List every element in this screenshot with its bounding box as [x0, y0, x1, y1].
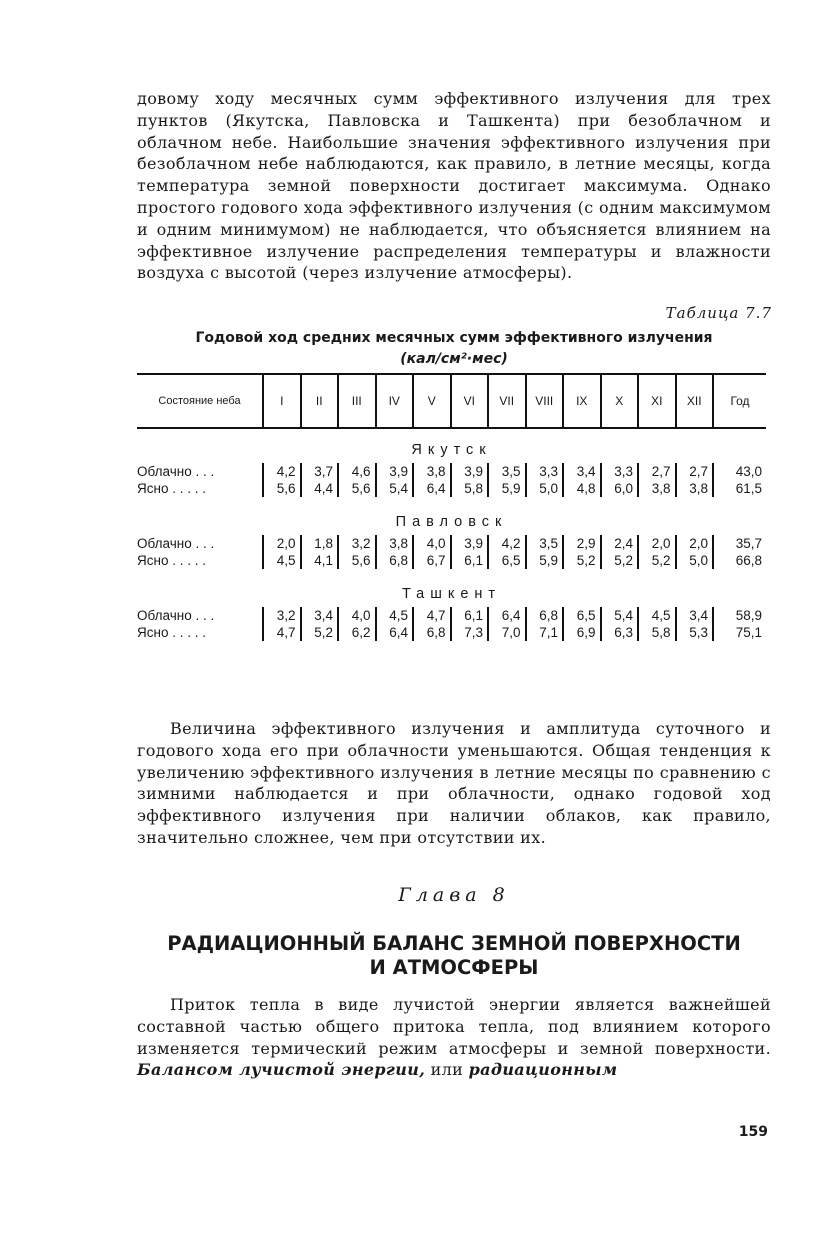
table-cell: 1,8: [301, 535, 339, 552]
table-cell: 3,5: [488, 463, 526, 480]
table-cell: 5,2: [601, 552, 639, 569]
table-row: [137, 607, 766, 624]
table-title-text: Годовой ход средних месячных сумм эффективного излучения: [195, 330, 713, 346]
header-condition: Состояние неба: [137, 374, 263, 428]
chapter-title-line-1: РАДИАЦИОННЫЙ БАЛАНС ЗЕМНОЙ ПОВЕРХНОСТИ: [167, 932, 741, 955]
table-cell: 6,4: [413, 480, 451, 497]
table-cell: 2,7: [676, 463, 714, 480]
chapter-heading: [137, 932, 771, 980]
table-cell: 6,1: [451, 607, 489, 624]
table-cell: 4,7: [263, 624, 301, 641]
table-cell: 3,9: [376, 463, 414, 480]
table-cell: 5,3: [676, 624, 714, 641]
table-cell: 3,5: [526, 535, 564, 552]
station-row: [137, 569, 766, 607]
table-cell: 3,4: [563, 463, 601, 480]
table-row: [137, 463, 766, 480]
header-year: Год: [713, 374, 766, 428]
header-month: IX: [563, 374, 601, 428]
table-cell: 6,5: [563, 607, 601, 624]
table-cell: 5,9: [526, 552, 564, 569]
table-cell: 5,4: [376, 480, 414, 497]
table-cell: 3,8: [376, 535, 414, 552]
chapter-title-line-2: И АТМОСФЕРЫ: [369, 956, 539, 979]
table-cell: 3,8: [413, 463, 451, 480]
table-cell: 6,8: [526, 607, 564, 624]
table-cell: 4,2: [263, 463, 301, 480]
table-cell: 4,1: [301, 552, 339, 569]
table-cell: 6,0: [601, 480, 639, 497]
header-month: XI: [638, 374, 676, 428]
table-cell: 3,8: [638, 480, 676, 497]
station-row: [137, 497, 766, 535]
table-cell: 4,4: [301, 480, 339, 497]
station-name: Ташкент: [401, 586, 502, 602]
final-paragraph-connector: или: [430, 1060, 464, 1080]
table-cell: 6,4: [376, 624, 414, 641]
header-month: VIII: [526, 374, 564, 428]
table-cell: 6,8: [413, 624, 451, 641]
header-month: XII: [676, 374, 714, 428]
table-cell: 6,2: [338, 624, 376, 641]
table-cell: 3,2: [263, 607, 301, 624]
row-condition: Облачно . . .: [137, 464, 215, 479]
header-month: III: [338, 374, 376, 428]
table-cell: 4,5: [376, 607, 414, 624]
table-row: [137, 624, 766, 641]
table-cell: 6,7: [413, 552, 451, 569]
term-radiation-balance: Балансом лучистой энергии,: [137, 1060, 426, 1080]
header-month: I: [263, 374, 301, 428]
table-cell: 5,0: [526, 480, 564, 497]
final-paragraph: [137, 994, 771, 1081]
table-unit: (кал/см²·мес): [400, 351, 508, 367]
table-cell: 6,4: [488, 607, 526, 624]
table-cell: 3,3: [526, 463, 564, 480]
table-cell-year: 75,1: [713, 624, 766, 641]
table-cell: 7,1: [526, 624, 564, 641]
table-cell: 5,2: [638, 552, 676, 569]
row-condition: Ясно . . . . .: [137, 553, 206, 568]
header-month: II: [301, 374, 339, 428]
table-row: [137, 535, 766, 552]
table-cell: 2,0: [676, 535, 714, 552]
intro-paragraph: довому ходу месячных сумм эффективного излучения для трех пунктов (Якутска, Павловска и Ташкента) при безоблачном и облачном небе. Наибольшие значения эффективного излучения при безоблачном небе наблюдаются, как правило, в летние месяцы, когда температура земной поверхности достигает максимума. Однако простого годового хода эффективного излучения (с одним максимумом и одним минимумом) не наблюдается, что объясняется влиянием на эффективное излучение распределения температуры и влажности воздуха с высотой (через излучение атмосферы).: [137, 89, 771, 283]
table-cell: 5,6: [338, 552, 376, 569]
table-cell: 4,0: [338, 607, 376, 624]
table-cell: 6,8: [376, 552, 414, 569]
final-paragraph-text: Приток тепла в виде лучистой энергии является важнейшей составной частью общего притока тепла, под влиянием которого изменяется термический режим атмосферы и земной поверхности.: [137, 995, 771, 1058]
table-cell: 5,6: [338, 480, 376, 497]
table-cell: 4,8: [563, 480, 601, 497]
row-condition: Ясно . . . . .: [137, 481, 206, 496]
table-cell: 4,7: [413, 607, 451, 624]
table-cell: 7,3: [451, 624, 489, 641]
table-cell: 2,0: [263, 535, 301, 552]
table-cell: 5,8: [451, 480, 489, 497]
table-header-row: [137, 374, 766, 428]
table-cell: 6,1: [451, 552, 489, 569]
table-row: [137, 480, 766, 497]
table-cell-year: 43,0: [713, 463, 766, 480]
table-cell: 2,7: [638, 463, 676, 480]
header-month: V: [413, 374, 451, 428]
table-cell: 6,5: [488, 552, 526, 569]
table-cell-year: 58,9: [713, 607, 766, 624]
table-cell: 2,4: [601, 535, 639, 552]
table-cell: 3,2: [338, 535, 376, 552]
table-label: Таблица 7.7: [665, 304, 772, 322]
table-cell: 5,0: [676, 552, 714, 569]
station-name: Якутск: [411, 442, 492, 458]
table-cell-year: 66,8: [713, 552, 766, 569]
table-cell: 2,9: [563, 535, 601, 552]
table-cell: 4,5: [638, 607, 676, 624]
header-month: X: [601, 374, 639, 428]
table-cell: 3,4: [301, 607, 339, 624]
table-cell-year: 61,5: [713, 480, 766, 497]
table-cell: 3,3: [601, 463, 639, 480]
table-cell: 3,9: [451, 463, 489, 480]
header-month: VII: [488, 374, 526, 428]
table-cell: 4,0: [413, 535, 451, 552]
paragraph-after-table: Величина эффективного излучения и амплитуда суточного и годового хода его при облачности уменьшаются. Общая тенденция к увеличению эффективного излучения в летние месяцы по сравнению с зимними наблюдается и при облачности, однако годовой ход эффективного излучения при наличии облаков, как правило, значительно сложнее, чем при отсутствии их.: [137, 719, 771, 847]
chapter-label: Глава 8: [398, 884, 510, 906]
table-cell: 3,7: [301, 463, 339, 480]
table-cell: 5,4: [601, 607, 639, 624]
table-row: [137, 552, 766, 569]
table-body: [137, 428, 766, 641]
header-month: VI: [451, 374, 489, 428]
table-cell: 3,4: [676, 607, 714, 624]
table-cell: 5,6: [263, 480, 301, 497]
table-cell: 5,2: [563, 552, 601, 569]
term-radiation: радиационным: [468, 1060, 618, 1080]
table-cell: 5,2: [301, 624, 339, 641]
table-cell-year: 35,7: [713, 535, 766, 552]
effective-radiation-table: [137, 373, 766, 641]
station-name: Павловск: [395, 514, 508, 530]
row-condition: Ясно . . . . .: [137, 625, 206, 640]
row-condition: Облачно . . .: [137, 608, 215, 623]
table-cell: 6,3: [601, 624, 639, 641]
table-cell: 3,9: [451, 535, 489, 552]
table-cell: 5,8: [638, 624, 676, 641]
table-title: [137, 328, 771, 370]
header-month: IV: [376, 374, 414, 428]
table-cell: 6,9: [563, 624, 601, 641]
table-cell: 4,6: [338, 463, 376, 480]
table-cell: 3,8: [676, 480, 714, 497]
table-cell: 5,9: [488, 480, 526, 497]
table-cell: 2,0: [638, 535, 676, 552]
station-row: [137, 428, 766, 463]
table-cell: 7,0: [488, 624, 526, 641]
page-number: 159: [738, 1124, 768, 1140]
table-cell: 4,5: [263, 552, 301, 569]
table-cell: 4,2: [488, 535, 526, 552]
row-condition: Облачно . . .: [137, 536, 215, 551]
